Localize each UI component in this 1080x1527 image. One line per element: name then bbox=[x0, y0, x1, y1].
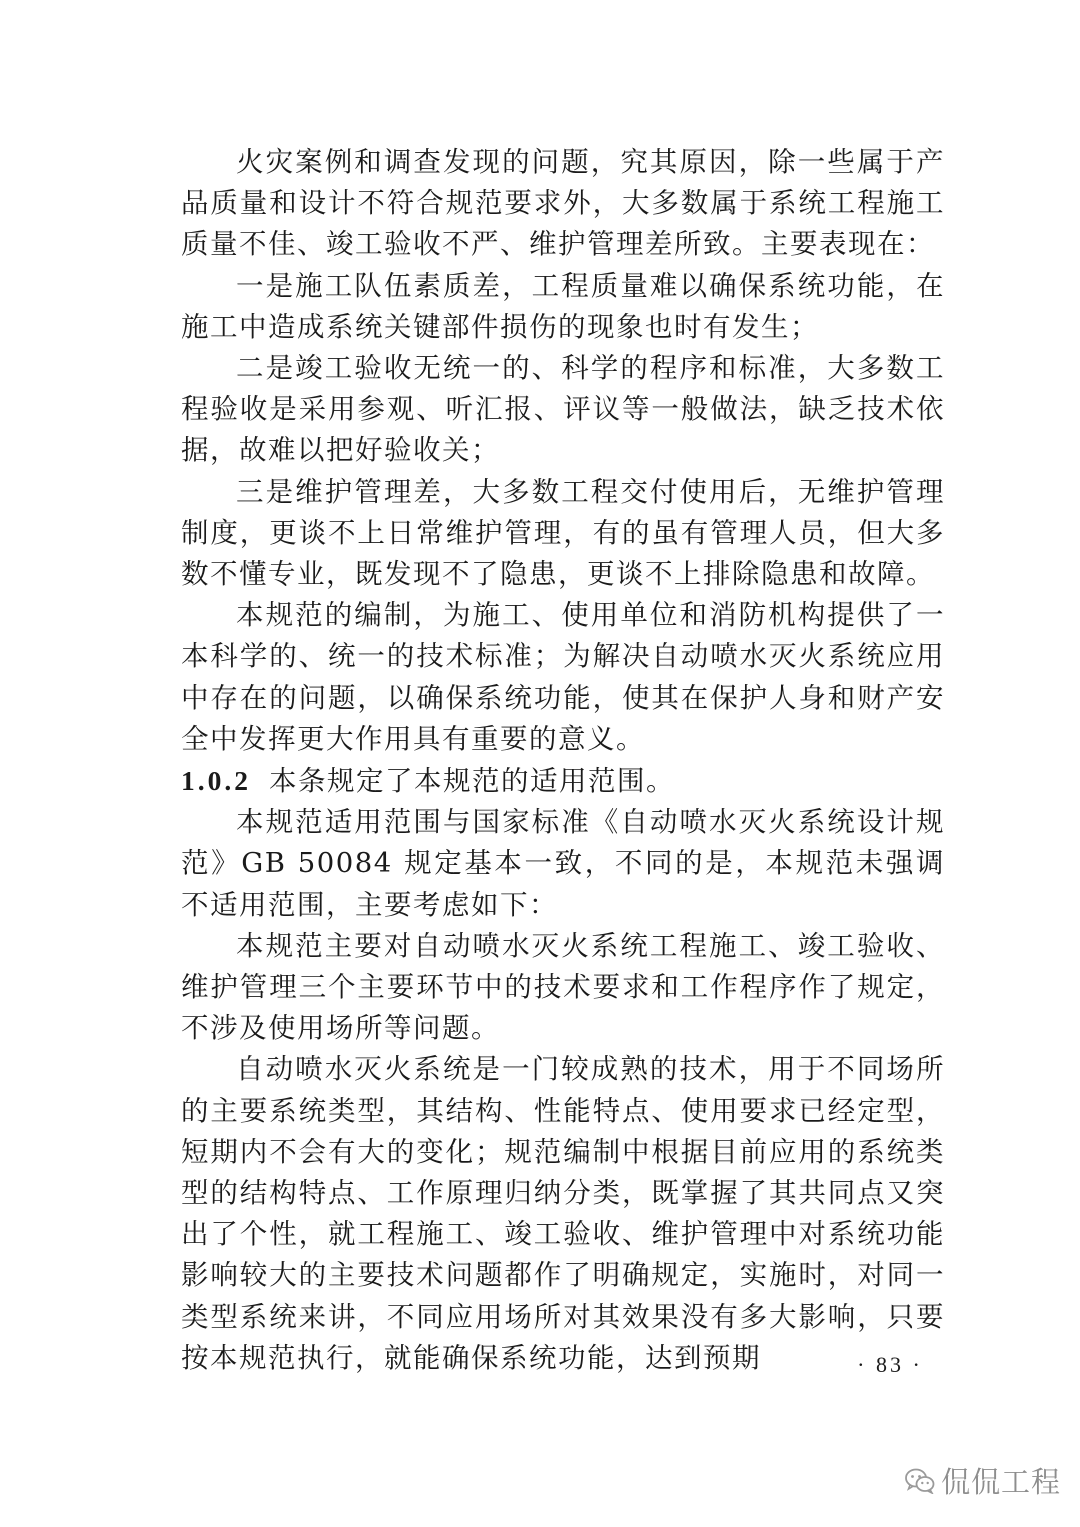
clause-number: 1.0.2 bbox=[181, 765, 251, 797]
paragraph-scope-detail: 本规范主要对自动喷水灭火系统工程施工、竣工验收、维护管理三个主要环节中的技术要求和工作程序作了规定，不涉及使用场所等问题。 bbox=[181, 929, 945, 1045]
paragraph-significance: 本规范的编制，为施工、使用单位和消防机构提供了一本科学的、统一的技术标准；为解决自动喷水灭火系统应用中存在的问题，以确保系统功能，使其在保护人身和财产安全中发挥更大作用具有重要的意义。 bbox=[181, 599, 945, 755]
clause-text: 本条规定了本规范的适用范围。 bbox=[269, 765, 675, 798]
paragraph-fire-cases: 火灾案例和调查发现的问题，究其原因，除一些属于产品质量和设计不符合规范要求外，大多数属于系统工程施工质量不佳、竣工验收不严、维护管理差所致。主要表现在： bbox=[181, 146, 945, 261]
page-number: · 83 · bbox=[857, 1352, 923, 1377]
body-text bbox=[181, 142, 945, 1379]
wechat-icon bbox=[905, 1468, 935, 1494]
paragraph-point-two: 二是竣工验收无统一的、科学的程序和标准，大多数工程验收是采用参观、听汇报、评议等一般做法，缺乏技术依据，故难以把好验收关； bbox=[181, 352, 945, 467]
watermark-text: 侃侃工程 bbox=[941, 1465, 1062, 1499]
clause-heading bbox=[181, 760, 945, 802]
paragraph-point-one: 一是施工队伍素质差，工程质量难以确保系统功能，在施工中造成系统关键部件损伤的现象也时有发生； bbox=[181, 269, 945, 343]
watermark bbox=[905, 1460, 1061, 1501]
paragraph-scope: 本规范适用范围与国家标准《自动喷水灭火系统设计规范》GB 50084 规定基本一致，不同的是，本规范未强调不适用范围，主要考虑如下： bbox=[181, 806, 945, 921]
paragraph-point-three: 三是维护管理差，大多数工程交付使用后，无维护管理制度，更谈不上日常维护管理，有的虽有管理人员，但大多数不懂专业，既发现不了隐患，更谈不上排除隐患和故障。 bbox=[181, 475, 945, 591]
paragraph-system-maturity: 自动喷水灭火系统是一门较成熟的技术，用于不同场所的主要系统类型，其结构、性能特点、使用要求已经定型，短期内不会有大的变化；规范编制中根据目前应用的系统类型的结构特点、工作原理归纳分类，既掌握了其共同点又突出了个性，就工程施工、竣工验收、维护管理中对系统功能影响较大的主要技术问题都作了明确规定，实施时，对同一类型系统来讲，不同应用场所对其效果没有多大影响，只要按本规范执行，就能确保系统功能，达到预期 bbox=[181, 1053, 945, 1374]
